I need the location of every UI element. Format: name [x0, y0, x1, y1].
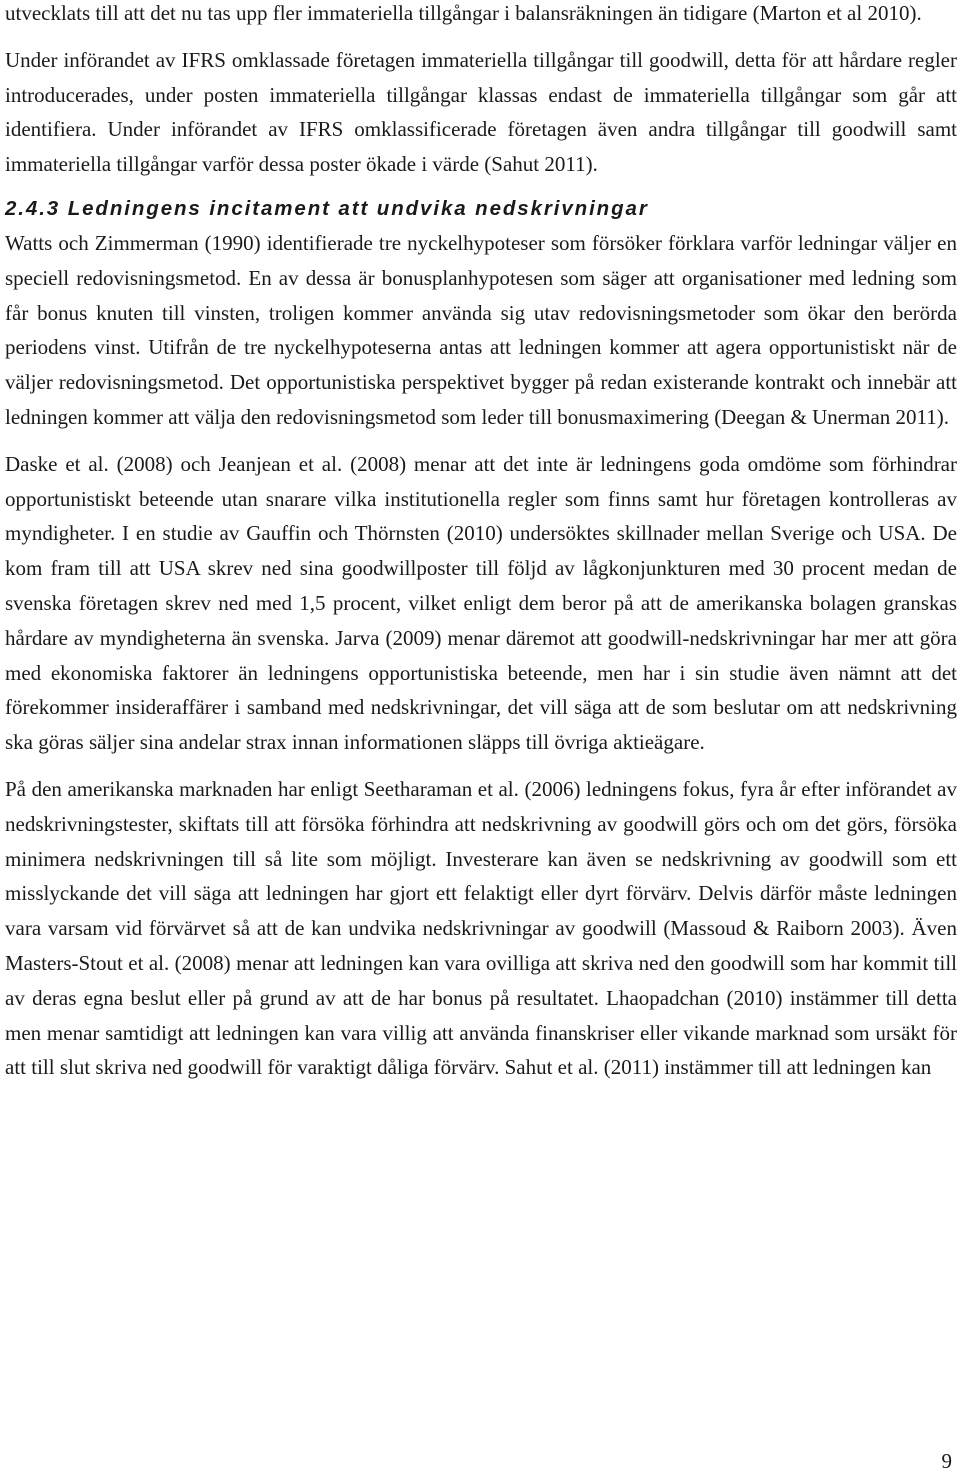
paragraph-spacer [5, 31, 957, 43]
body-paragraph: utvecklats till att det nu tas upp fler immateriella tillgångar i balansräkningen än tidigare (Marton et al 2010). [5, 1, 922, 25]
document-page [5, 0, 957, 1085]
page-number: 9 [941, 1449, 952, 1473]
body-paragraph: Watts och Zimmerman (1990) identifierade tre nyckelhypoteser som försöker förklara varför ledningar väljer en speciell redovisningsmetod. En av dessa är bonusplanhypotesen som säger att organisationer med ledning som får bonus knuten till vinsten, troligen kommer använda sig utav redovisningsmetoder som ökar den berörda periodens vinst. Utifrån de tre nyckelhypoteserna antas att ledningen kommer att agera opportunistiskt när de väljer redovisningsmetod. Det opportunistiska perspektivet bygger på redan existerande kontrakt och innebär att ledningen kommer att välja den redovisningsmetod som leder till bonusmaximering (Deegan & Unerman 2011). [5, 230, 957, 429]
body-paragraph: Under införandet av IFRS omklassade företagen immateriella tillgångar till goodwill, detta för att hårdare regler introducerades, under posten immateriella tillgångar klassas endast de immateriella tillgångar som går att identifiera. Under införandet av IFRS omklassificerade företagen även andra tillgångar till goodwill samt immateriella tillgångar varför dessa poster ökade i värde (Sahut 2011). [5, 47, 957, 177]
paragraph-spacer [5, 760, 957, 772]
body-paragraph: Daske et al. (2008) och Jeanjean et al. (2008) menar att det inte är ledningens goda omdöme som förhindrar opportunistiskt beteende utan snarare vilka institutionella regler som finns samt hur företagen kontrolleras av myndigheter. I en studie av Gauffin och Thörnsten (2010) undersöktes skillnader mellan Sverige och USA. De kom fram till att USA skrev ned sina goodwillposter till följd av lågkonjunkturen med 30 procent medan de svenska företagen skrev ned med 1,5 procent, vilket enligt dem beror på att de amerikanska bolagen granskas hårdare av myndigheterna än svenska. Jarva (2009) menar däremot att goodwill-nedskrivningar har mer att göra med ekonomiska faktorer än ledningens opportunistiska beteende, men har i sin studie även nämnt att det förekommer insideraffärer i samband med nedskrivningar, det vill säga att de som beslutar om att nedskrivning ska göras säljer sina andelar strax innan informationen släpps till övriga aktieägare. [5, 451, 957, 755]
paragraph-spacer [5, 182, 957, 192]
body-paragraph: På den amerikanska marknaden har enligt Seetharaman et al. (2006) ledningens fokus, fyra år efter införandet av nedskrivningstester, skiftats till att försöka förhindra att nedskrivning av goodwill görs och om det görs, försöka minimera nedskrivningen till så lite som möjligt. Investerare kan även se nedskrivning av goodwill som ett misslyckande det vill säga att ledningen har gjort ett felaktigt eller dyrt förvärv. Delvis därför måste ledningen vara varsam vid förvärvet så att de kan undvika nedskrivningar av goodwill (Massoud & Raiborn 2003). Även Masters-Stout et al. (2008) menar att ledningen kan vara ovilliga att skriva ned den goodwill som har kommit till av deras egna beslut eller på grund av att de har bonus på resultatet. Lhaopadchan (2010) instämmer till detta men menar samtidigt att ledningen kan vara villig att använda finanskriser eller vikande marknad som ursäkt för att till slut skriva ned goodwill för varaktigt dåliga förvärv. Sahut et al. (2011) instämmer till att ledningen kan [5, 776, 957, 1080]
paragraph-spacer [5, 435, 957, 447]
section-heading: 2.4.3 Ledningens incitament att undvika nedskrivningar [5, 196, 649, 220]
